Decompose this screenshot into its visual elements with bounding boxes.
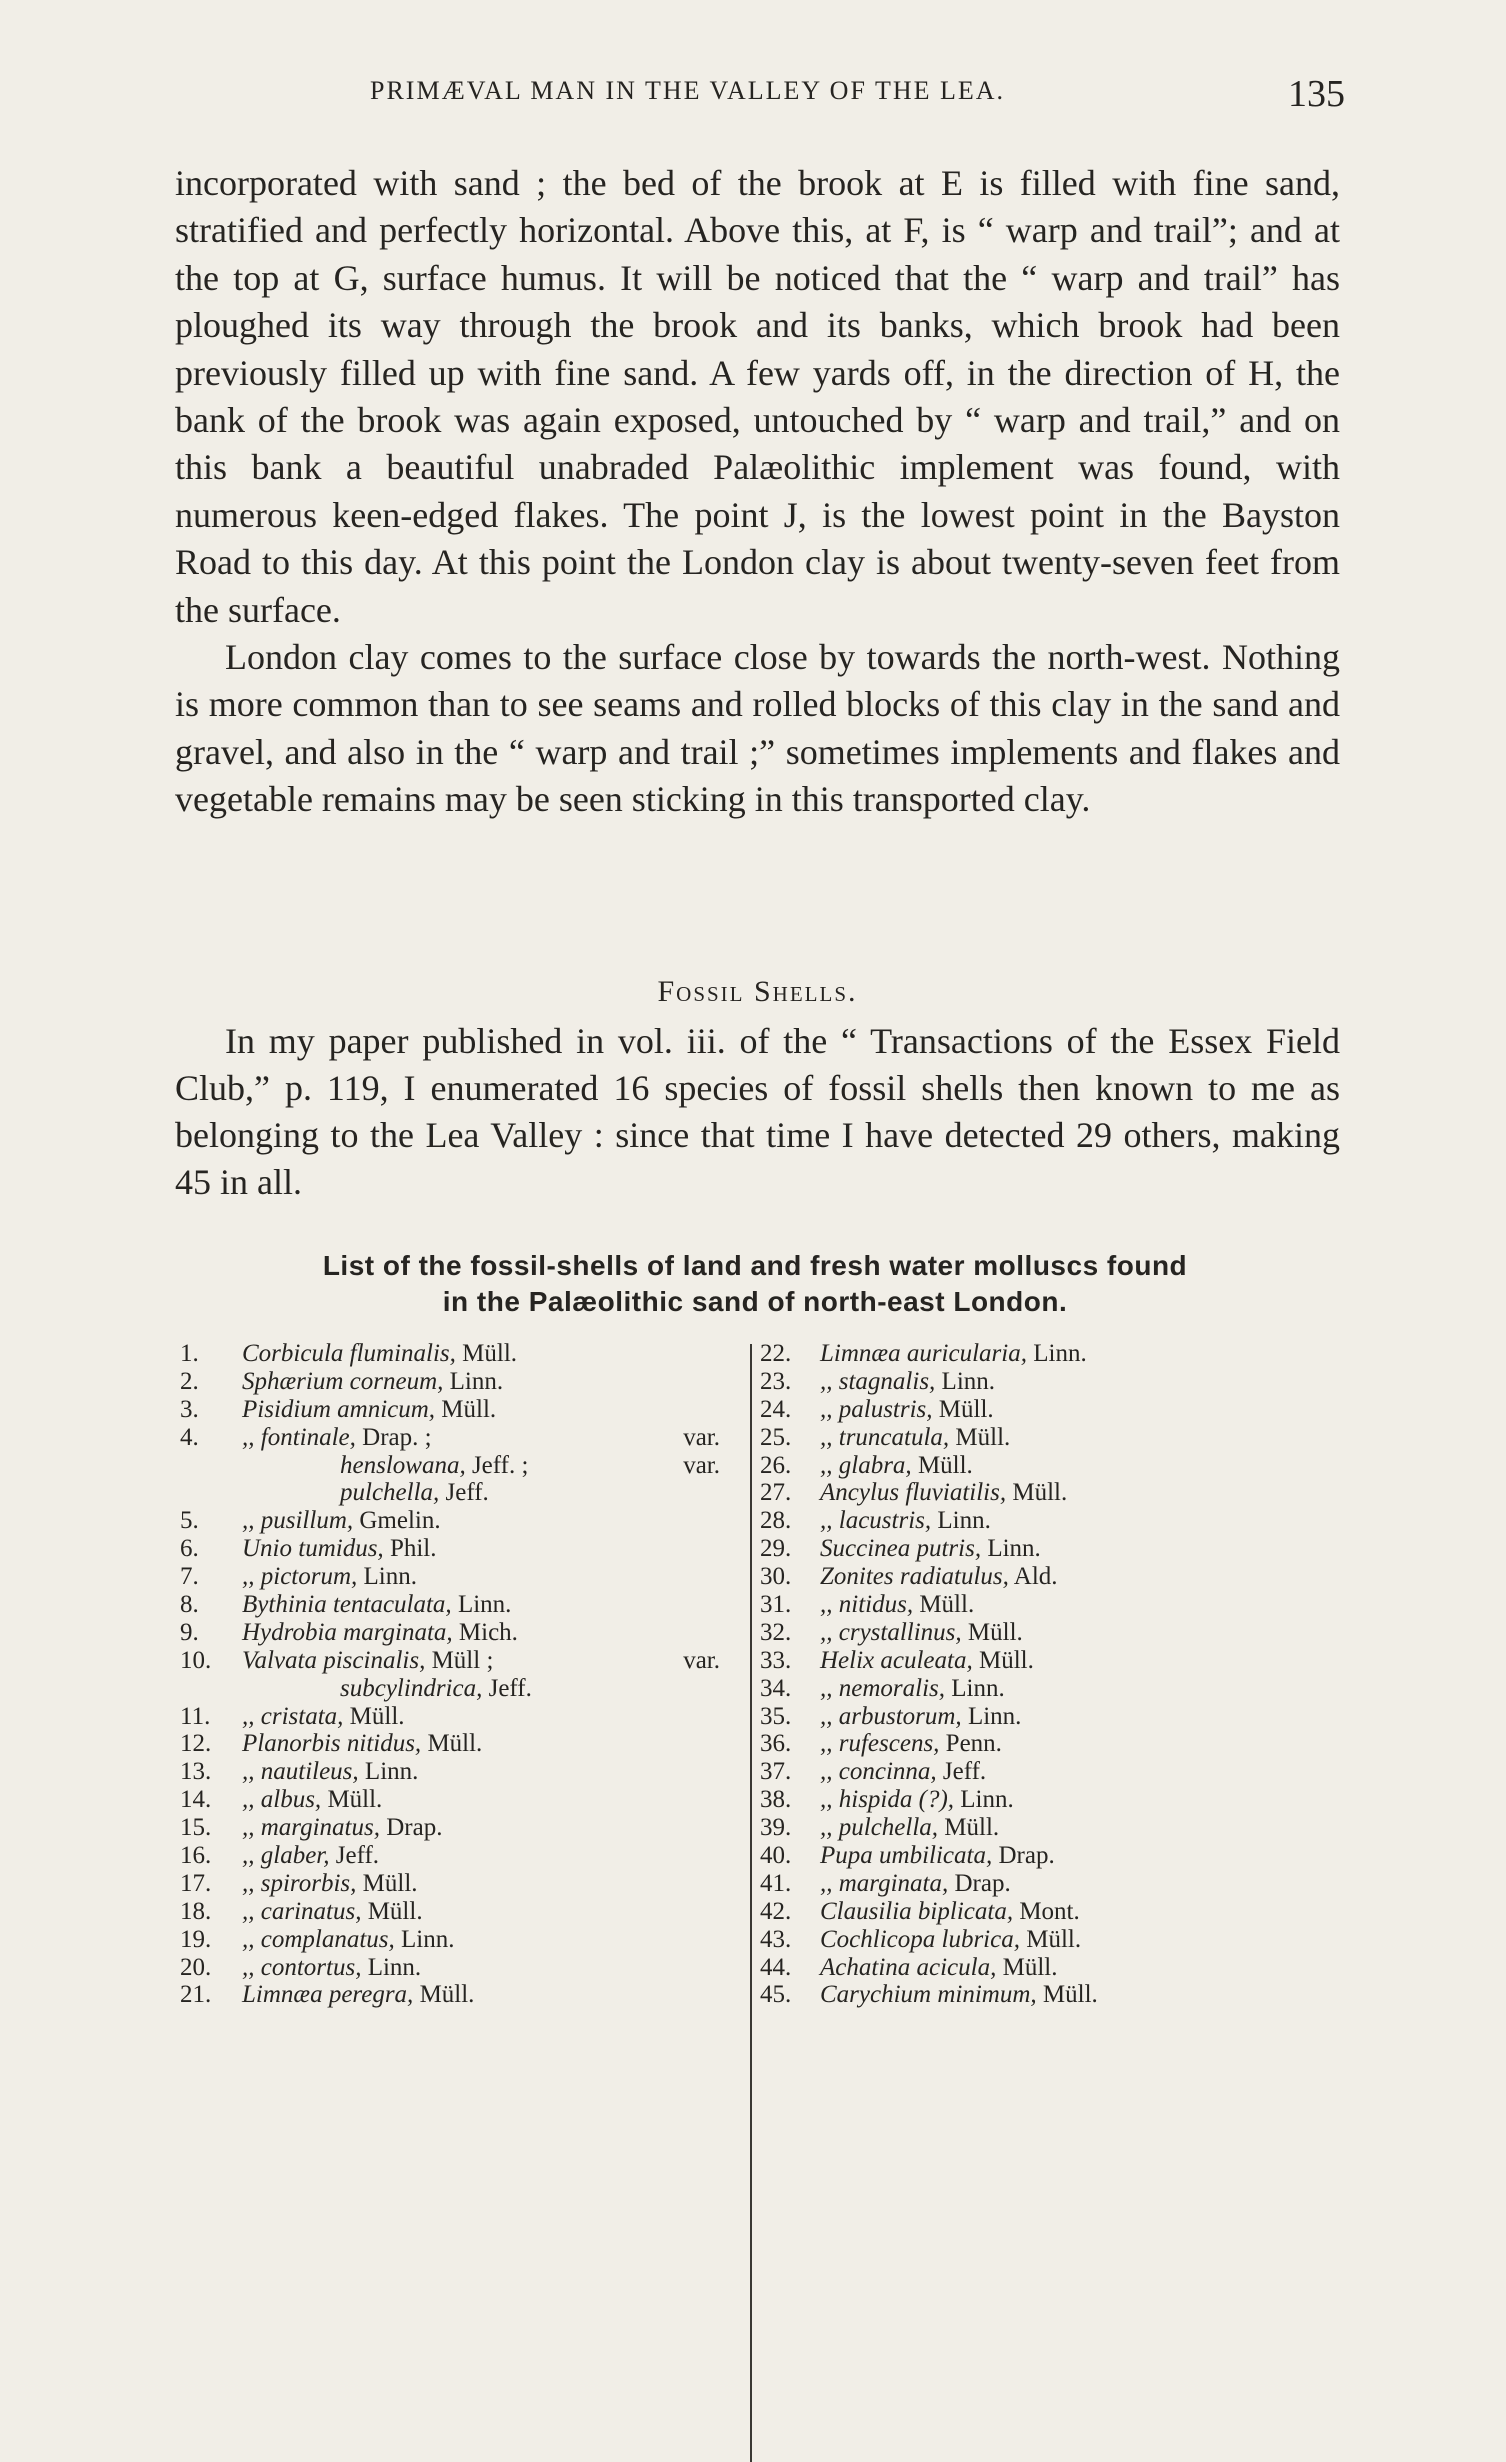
species-authority: Jeff. ; bbox=[465, 1451, 529, 1479]
species-text bbox=[820, 1452, 973, 1480]
section-heading bbox=[175, 975, 1340, 1009]
species-name: ,, lacustris, bbox=[820, 1507, 932, 1535]
species-number: 11. bbox=[180, 1702, 211, 1730]
species-number: 22. bbox=[760, 1340, 792, 1367]
species-number: 34. bbox=[760, 1674, 792, 1702]
species-name: ,, concinna, bbox=[820, 1758, 937, 1786]
species-text bbox=[242, 1368, 503, 1396]
species-name: Limnæa peregra, bbox=[242, 1981, 414, 2009]
paragraph: London clay comes to the surface close by towards the north-west. Nothing is more common than to see seams and rolled blocks of this clay in the sand and gravel, and also in the “ warp and trail ;” sometimes implements and flakes and vegetable remains may be seen sticking in this transported clay. bbox=[175, 637, 1340, 820]
species-name: ,, glaber, bbox=[242, 1842, 330, 1870]
species-entry bbox=[180, 1647, 740, 1675]
running-head bbox=[175, 72, 1345, 122]
column-divider bbox=[750, 1344, 752, 2462]
species-text bbox=[820, 1368, 995, 1396]
species-name: ,, complanatus, bbox=[242, 1925, 395, 1953]
species-number: 5. bbox=[180, 1507, 199, 1535]
species-authority: Mich. bbox=[452, 1618, 518, 1646]
species-text bbox=[242, 1535, 436, 1563]
species-text bbox=[242, 1424, 432, 1452]
species-authority: Linn. bbox=[931, 1507, 991, 1535]
species-text bbox=[242, 1870, 418, 1898]
species-name: ,, stagnalis, bbox=[820, 1367, 936, 1395]
species-authority: Linn. bbox=[961, 1702, 1022, 1730]
species-name: ,, pulchella, bbox=[820, 1814, 939, 1842]
species-number: 43. bbox=[760, 1925, 792, 1953]
species-entry bbox=[760, 1898, 1340, 1926]
species-entry bbox=[180, 1954, 740, 1982]
species-authority: Linn. bbox=[358, 1758, 419, 1786]
species-name: ,, arbustorum, bbox=[820, 1702, 962, 1730]
species-text bbox=[242, 1396, 496, 1424]
species-text bbox=[820, 1898, 1080, 1926]
species-text bbox=[820, 1926, 1081, 1954]
species-name: Corbicula fluminalis, bbox=[242, 1340, 456, 1367]
species-name: ,, contortus, bbox=[242, 1953, 362, 1981]
species-name: Limnæa auricularia, bbox=[820, 1340, 1027, 1367]
species-name: ,, spirorbis, bbox=[242, 1869, 357, 1897]
species-entry bbox=[180, 1730, 740, 1758]
species-name: ,, fontinale, bbox=[242, 1423, 356, 1451]
species-entry bbox=[760, 1926, 1340, 1954]
species-name: ,, marginatus, bbox=[242, 1814, 380, 1842]
species-authority: Linn. bbox=[451, 1591, 512, 1619]
species-number: 40. bbox=[760, 1842, 792, 1870]
species-name: ,, cristata, bbox=[242, 1702, 344, 1730]
species-entry bbox=[760, 1786, 1340, 1814]
species-text bbox=[242, 1786, 382, 1814]
species-authority: Jeff. bbox=[329, 1842, 380, 1870]
species-authority: Müll. bbox=[435, 1395, 497, 1423]
species-number: 14. bbox=[180, 1786, 212, 1814]
species-authority: Phil. bbox=[383, 1535, 437, 1563]
species-name: Clausilia biplicata, bbox=[820, 1897, 1014, 1925]
species-entry bbox=[180, 1340, 740, 1368]
species-text bbox=[820, 1507, 991, 1535]
species-number: 8. bbox=[180, 1591, 199, 1619]
species-number: 19. bbox=[180, 1925, 212, 1953]
species-entry bbox=[180, 1675, 740, 1703]
species-entry bbox=[760, 1675, 1340, 1703]
species-entry bbox=[180, 1703, 740, 1731]
species-authority: Drap. bbox=[379, 1814, 443, 1842]
species-authority: Müll. bbox=[996, 1953, 1058, 1981]
species-number: 42. bbox=[760, 1897, 792, 1925]
species-authority: Drap. bbox=[992, 1842, 1055, 1870]
species-entry bbox=[180, 1758, 740, 1786]
species-authority: Müll. bbox=[1036, 1981, 1098, 2009]
species-authority: Müll. bbox=[361, 1897, 423, 1925]
species-text bbox=[242, 1981, 474, 2009]
species-entry bbox=[180, 1535, 740, 1563]
species-entry bbox=[760, 1981, 1340, 2009]
species-variety-marker: var. bbox=[683, 1646, 720, 1674]
species-entry bbox=[180, 1507, 740, 1535]
species-number: 3. bbox=[180, 1395, 199, 1423]
species-text bbox=[242, 1730, 482, 1758]
species-text bbox=[820, 1647, 1034, 1675]
species-text bbox=[820, 1870, 1011, 1898]
species-authority: Linn. bbox=[1026, 1340, 1087, 1367]
species-number: 41. bbox=[760, 1869, 792, 1897]
species-text bbox=[820, 1730, 1002, 1758]
species-authority: Jeff. bbox=[482, 1674, 532, 1702]
body-text bbox=[175, 160, 1340, 824]
species-name: Zonites radiatulus, bbox=[820, 1563, 1009, 1591]
species-number: 44. bbox=[760, 1953, 792, 1981]
species-entry bbox=[760, 1954, 1340, 1982]
species-authority: Linn. bbox=[394, 1925, 455, 1953]
species-name: Achatina acicula, bbox=[820, 1953, 997, 1981]
species-name: ,, truncatula, bbox=[820, 1423, 950, 1451]
species-authority: Gmelin. bbox=[353, 1507, 441, 1535]
species-entry bbox=[760, 1842, 1340, 1870]
species-text bbox=[242, 1563, 417, 1591]
species-text bbox=[820, 1981, 1098, 2009]
species-entry bbox=[180, 1898, 740, 1926]
species-entry bbox=[760, 1424, 1340, 1452]
species-entry bbox=[760, 1396, 1340, 1424]
species-name: Pisidium amnicum, bbox=[242, 1395, 436, 1423]
species-text bbox=[242, 1591, 511, 1619]
species-entry bbox=[180, 1424, 740, 1452]
species-number: 1. bbox=[180, 1340, 199, 1367]
species-text bbox=[820, 1954, 1057, 1982]
species-entry bbox=[760, 1340, 1340, 1368]
species-number: 15. bbox=[180, 1814, 212, 1842]
section-heading-text: Fossil Shells. bbox=[657, 975, 858, 1008]
species-text bbox=[242, 1954, 421, 1982]
species-name: ,, crystallinus, bbox=[820, 1618, 962, 1646]
species-authority: Müll. bbox=[913, 1591, 975, 1619]
species-authority: Müll. bbox=[911, 1451, 973, 1479]
species-number: 28. bbox=[760, 1507, 792, 1535]
species-authority: Müll. bbox=[972, 1646, 1034, 1674]
species-name: ,, nautileus, bbox=[242, 1758, 359, 1786]
species-authority: Müll. bbox=[938, 1814, 1000, 1842]
species-authority: Mont. bbox=[1013, 1897, 1080, 1925]
species-authority: Jeff. bbox=[936, 1758, 987, 1786]
species-name: henslowana, bbox=[340, 1451, 466, 1479]
species-authority: Linn. bbox=[443, 1367, 504, 1395]
species-number: 33. bbox=[760, 1646, 792, 1674]
species-text bbox=[820, 1535, 1041, 1563]
species-entry bbox=[180, 1786, 740, 1814]
species-number: 6. bbox=[180, 1535, 199, 1563]
species-entry bbox=[760, 1368, 1340, 1396]
species-number: 32. bbox=[760, 1618, 792, 1646]
species-authority: Müll. bbox=[356, 1869, 418, 1897]
species-authority: Ald. bbox=[1008, 1563, 1058, 1591]
species-authority: Müll. bbox=[1006, 1479, 1068, 1507]
species-text bbox=[820, 1563, 1058, 1591]
species-number: 2. bbox=[180, 1367, 199, 1395]
species-authority: Müll. bbox=[321, 1786, 383, 1814]
species-authority: Müll. bbox=[949, 1423, 1011, 1451]
species-entry bbox=[180, 1842, 740, 1870]
section-paragraph bbox=[175, 1018, 1340, 1206]
paragraph: incorporated with sand ; the bed of the brook at E is filled with fine sand, stratified and perfectly horizontal. Above this, at F, is “ warp and trail”; and at the top at G, surface humus. It will be noticed that the “ warp and trail” has ploughed its way through the brook and its banks, which brook had been previously filled up with fine sand. A few yards off, in the direction of H, the bank of the brook was again exposed, untouched by “ warp and trail,” and on this bank a beautiful unabraded Palæolithic implement was found, with numerous keen-edged flakes. The point J, is the lowest point in the Bayston Road to this day. At this point the London clay is about twenty-seven feet from the surface. bbox=[175, 163, 1340, 630]
species-name: ,, nitidus, bbox=[820, 1591, 914, 1619]
species-number: 17. bbox=[180, 1869, 212, 1897]
species-name: ,, marginata, bbox=[820, 1869, 949, 1897]
species-name: ,, carinatus, bbox=[242, 1897, 362, 1925]
species-column-left bbox=[180, 1340, 740, 2009]
species-text bbox=[340, 1452, 528, 1480]
species-name: Helix aculeata, bbox=[820, 1646, 973, 1674]
species-text bbox=[242, 1926, 455, 1954]
species-entry bbox=[760, 1452, 1340, 1480]
species-name: ,, rufescens, bbox=[820, 1730, 940, 1758]
species-text bbox=[820, 1758, 986, 1786]
species-number: 35. bbox=[760, 1702, 792, 1730]
species-number: 16. bbox=[180, 1842, 212, 1870]
species-entry bbox=[180, 1814, 740, 1842]
species-entry bbox=[180, 1619, 740, 1647]
species-variety-marker: var. bbox=[683, 1423, 720, 1451]
species-name: ,, albus, bbox=[242, 1786, 322, 1814]
species-number: 21. bbox=[180, 1981, 212, 2009]
species-authority: Drap. bbox=[948, 1869, 1011, 1897]
species-number: 4. bbox=[180, 1423, 199, 1451]
species-name: Sphærium corneum, bbox=[242, 1367, 444, 1395]
species-text bbox=[820, 1396, 994, 1424]
species-number: 26. bbox=[760, 1451, 792, 1479]
species-number: 24. bbox=[760, 1395, 792, 1423]
species-number: 30. bbox=[760, 1563, 792, 1591]
species-text bbox=[820, 1340, 1087, 1368]
species-text bbox=[820, 1619, 1023, 1647]
species-entry bbox=[760, 1703, 1340, 1731]
species-entry bbox=[760, 1563, 1340, 1591]
species-entry bbox=[180, 1591, 740, 1619]
species-authority: Linn. bbox=[945, 1674, 1005, 1702]
species-text bbox=[242, 1703, 405, 1731]
species-authority: Müll. bbox=[932, 1395, 994, 1423]
species-entry bbox=[180, 1926, 740, 1954]
species-name: pulchella, bbox=[340, 1479, 440, 1507]
species-authority: Drap. ; bbox=[355, 1423, 432, 1451]
species-number: 36. bbox=[760, 1730, 792, 1758]
species-name: ,, pusillum, bbox=[242, 1507, 354, 1535]
species-authority: Linn. bbox=[935, 1367, 996, 1395]
species-authority: Müll. bbox=[413, 1981, 475, 2009]
species-name: ,, hispida (?), bbox=[820, 1786, 955, 1814]
species-authority: Linn. bbox=[357, 1563, 417, 1591]
species-number: 38. bbox=[760, 1786, 792, 1814]
species-text bbox=[242, 1758, 418, 1786]
species-entry bbox=[760, 1591, 1340, 1619]
species-name: Carychium minimum, bbox=[820, 1981, 1037, 2009]
running-title: PRIMÆVAL MAN IN THE VALLEY OF THE LEA. bbox=[370, 76, 1006, 105]
list-caption bbox=[160, 1248, 1350, 1320]
species-text bbox=[242, 1842, 379, 1870]
species-text bbox=[242, 1898, 423, 1926]
species-text bbox=[242, 1619, 518, 1647]
species-number: 25. bbox=[760, 1423, 792, 1451]
species-name: Planorbis nitidus, bbox=[242, 1730, 422, 1758]
species-text bbox=[820, 1675, 1005, 1703]
species-text bbox=[820, 1814, 999, 1842]
species-text bbox=[820, 1479, 1067, 1507]
list-caption-line: List of the fossil-shells of land and fresh water molluscs found bbox=[322, 1250, 1188, 1281]
species-number: 18. bbox=[180, 1897, 212, 1925]
species-text bbox=[242, 1814, 442, 1842]
species-authority: Müll. bbox=[343, 1702, 405, 1730]
species-authority: Müll ; bbox=[425, 1646, 494, 1674]
species-number: 31. bbox=[760, 1591, 792, 1619]
species-authority: Jeff. bbox=[439, 1479, 489, 1507]
paragraph: In my paper published in vol. iii. of the “ Transactions of the Essex Field Club,” p. 119, I enumerated 16 species of fossil shells then known to me as belonging to the Lea Valley : since that time I have detected 29 others, making 45 in all. bbox=[175, 1021, 1340, 1202]
species-entry bbox=[760, 1479, 1340, 1507]
species-authority: Linn. bbox=[954, 1786, 1014, 1814]
species-column-right bbox=[760, 1340, 1340, 2009]
species-name: ,, nemoralis, bbox=[820, 1674, 945, 1702]
species-authority: Müll. bbox=[1019, 1925, 1082, 1953]
species-text bbox=[340, 1479, 489, 1507]
species-authority: Müll. bbox=[455, 1340, 518, 1367]
species-name: Succinea putris, bbox=[820, 1535, 982, 1563]
species-number: 9. bbox=[180, 1618, 199, 1646]
species-entry bbox=[180, 1368, 740, 1396]
species-number: 39. bbox=[760, 1814, 792, 1842]
species-entry bbox=[760, 1730, 1340, 1758]
species-variety-marker: var. bbox=[683, 1451, 720, 1479]
species-number: 10. bbox=[180, 1646, 212, 1674]
species-entry bbox=[760, 1507, 1340, 1535]
list-caption-line: in the Palæolithic sand of north-east London. bbox=[442, 1286, 1068, 1317]
species-text bbox=[820, 1786, 1014, 1814]
species-number: 45. bbox=[760, 1981, 792, 2009]
species-text bbox=[340, 1675, 532, 1703]
species-authority: Müll. bbox=[421, 1730, 483, 1758]
species-text bbox=[242, 1507, 441, 1535]
species-name: Pupa umbilicata, bbox=[820, 1842, 993, 1870]
species-entry bbox=[180, 1452, 740, 1480]
species-number: 27. bbox=[760, 1479, 792, 1507]
species-entry bbox=[180, 1870, 740, 1898]
species-name: Bythinia tentaculata, bbox=[242, 1591, 452, 1619]
species-text bbox=[242, 1647, 493, 1675]
species-name: subcylindrica, bbox=[340, 1674, 483, 1702]
species-entry bbox=[760, 1535, 1340, 1563]
species-text bbox=[820, 1591, 974, 1619]
species-text bbox=[820, 1703, 1021, 1731]
species-name: Cochlicopa lubrica, bbox=[820, 1925, 1020, 1953]
species-authority: Penn. bbox=[939, 1730, 1002, 1758]
species-entry bbox=[180, 1396, 740, 1424]
species-entry bbox=[760, 1619, 1340, 1647]
species-number: 29. bbox=[760, 1535, 792, 1563]
species-name: Unio tumidus, bbox=[242, 1535, 384, 1563]
page-number: 135 bbox=[1288, 73, 1345, 115]
species-entry bbox=[760, 1758, 1340, 1786]
species-number: 12. bbox=[180, 1730, 212, 1758]
species-authority: Müll. bbox=[961, 1618, 1023, 1646]
species-number: 37. bbox=[760, 1758, 792, 1786]
species-text bbox=[820, 1842, 1055, 1870]
species-number: 7. bbox=[180, 1563, 199, 1591]
species-text bbox=[242, 1340, 517, 1368]
species-authority: Linn. bbox=[981, 1535, 1041, 1563]
species-entry bbox=[180, 1563, 740, 1591]
species-name: ,, glabra, bbox=[820, 1451, 912, 1479]
species-entry bbox=[180, 1981, 740, 2009]
species-authority: Linn. bbox=[361, 1953, 422, 1981]
species-name: ,, pictorum, bbox=[242, 1563, 358, 1591]
species-entry bbox=[760, 1814, 1340, 1842]
species-number: 20. bbox=[180, 1953, 212, 1981]
species-entry bbox=[760, 1647, 1340, 1675]
species-number: 23. bbox=[760, 1367, 792, 1395]
species-name: Valvata piscinalis, bbox=[242, 1646, 426, 1674]
species-name: ,, palustris, bbox=[820, 1395, 933, 1423]
species-name: Ancylus fluviatilis, bbox=[820, 1479, 1007, 1507]
species-entry bbox=[180, 1479, 740, 1507]
species-text bbox=[820, 1424, 1010, 1452]
species-entry bbox=[760, 1870, 1340, 1898]
species-name: Hydrobia marginata, bbox=[242, 1618, 453, 1646]
species-number: 13. bbox=[180, 1758, 212, 1786]
